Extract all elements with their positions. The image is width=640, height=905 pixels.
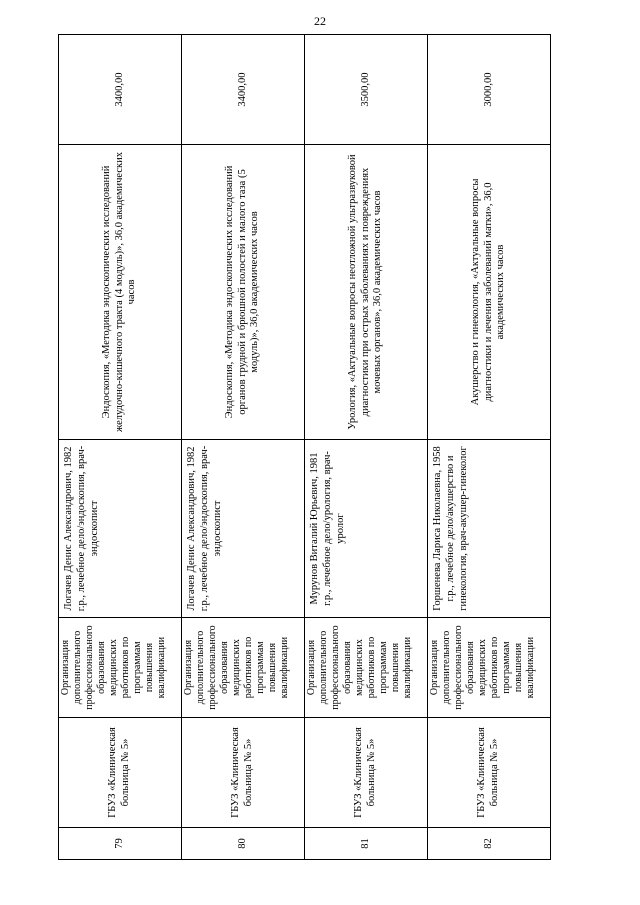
program-description: Урология, «Актуальные вопросы неотложной ультразвуковой диагностики при острых заболеваниях и повреждениях мочевых органов», 36,0 академических часов: [305, 145, 428, 440]
service-type: Организация дополнительного профессионального образования медицинских работников по программам повышения квалификации: [59, 618, 182, 718]
table-row: [59, 35, 182, 860]
services-table: [58, 34, 551, 860]
doctor-info: Логачев Денис Александрович, 1982 г.р., лечебное дело/эндоскопия, врач-эндоскопист: [182, 440, 305, 618]
doctor-info: Горшенева Лариса Николаевна, 1958 г.р., лечебное дело/акушерство и гинекология, врач-акушер-гинеколог: [428, 440, 551, 618]
service-type: Организация дополнительного профессионального образования медицинских работников по программам повышения квалификации: [305, 618, 428, 718]
organization-name: ГБУЗ «Клиническая больница № 5»: [428, 718, 551, 828]
organization-name: ГБУЗ «Клиническая больница № 5»: [59, 718, 182, 828]
organization-name: ГБУЗ «Клиническая больница № 5»: [305, 718, 428, 828]
table-row: [182, 35, 305, 860]
page-number: 22: [314, 14, 326, 28]
rotated-table-container: [58, 45, 551, 860]
table-row: [428, 35, 551, 860]
program-description: Акушерство и гинекология, «Актуальные вопросы диагностики и лечения заболеваний матки», 36,0 академических часов: [428, 145, 551, 440]
service-type: Организация дополнительного профессионального образования медицинских работников по программам повышения квалификации: [428, 618, 551, 718]
program-description: Эндоскопия, «Методика эндоскопических исследований желудочно-кишечного тракта (4 модуль)», 36,0 академических часов: [59, 145, 182, 440]
price: 3000,00: [428, 35, 551, 145]
service-type: Организация дополнительного профессионального образования медицинских работников по программам повышения квалификации: [182, 618, 305, 718]
doctor-info: Мурунов Виталий Юрьевич, 1981 г.р., лечебное дело/урология, врач-уролог: [305, 440, 428, 618]
doctor-info: Логачев Денис Александрович, 1982 г.р., лечебное дело/эндоскопия, врач-эндоскопист: [59, 440, 182, 618]
price: 3400,00: [59, 35, 182, 145]
price: 3400,00: [182, 35, 305, 145]
organization-name: ГБУЗ «Клиническая больница № 5»: [182, 718, 305, 828]
row-number: 82: [428, 828, 551, 860]
table-row: [305, 35, 428, 860]
row-number: 79: [59, 828, 182, 860]
row-number: 80: [182, 828, 305, 860]
program-description: Эндоскопия, «Методика эндоскопических исследований органов грудной и брюшной полостей и малого таза (5 модуль)», 36,0 академических часов: [182, 145, 305, 440]
price: 3500,00: [305, 35, 428, 145]
row-number: 81: [305, 828, 428, 860]
